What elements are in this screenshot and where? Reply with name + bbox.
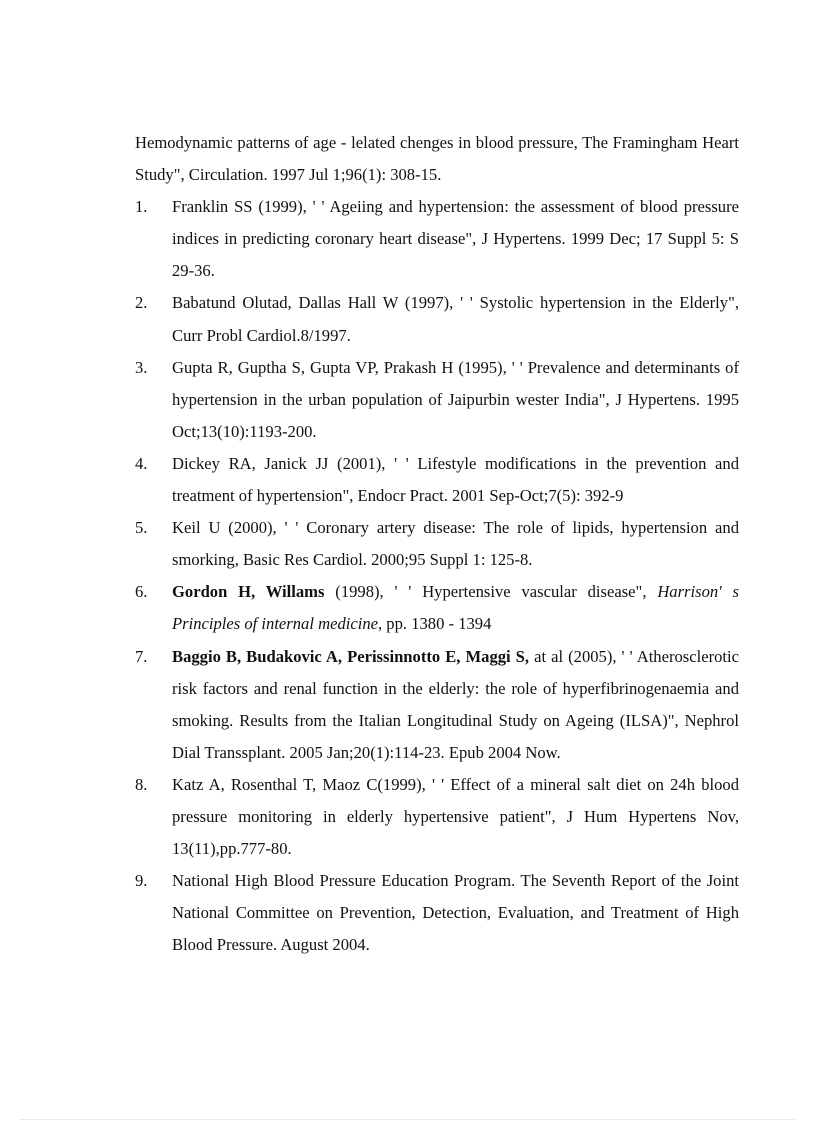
reference-item	[135, 191, 739, 287]
intro-continuation: Hemodynamic patterns of age - lelated chenges in blood pressure, The Framingham Heart Study", Circulation. 1997 Jul 1;96(1): 308-15.	[135, 133, 739, 185]
reference-item	[135, 448, 739, 512]
reference-number: 5.	[135, 518, 148, 538]
reference-number: 1.	[135, 197, 148, 217]
reference-text: Keil U (2000), ' ' Coronary artery disease: The role of lipids, hypertension and smorking, Basic Res Cardiol. 2000;95 Suppl 1: 125-8.	[172, 518, 739, 570]
reference-item	[135, 769, 739, 865]
reference-item	[135, 865, 739, 961]
reference-text: Katz A, Rosenthal T, Maoz C(1999), ' ' Effect of a mineral salt diet on 24h blood pressure monitoring in elderly hypertensive patient", J Hum Hypertens Nov, 13(11),pp.777-80.	[172, 774, 739, 859]
reference-text: at al (2005), ' ' Atherosclerotic risk factors and renal function in the elderly: the role of hyperfibrinogenaemia and smoking. Results from the Italian Longitudinal Study on Ageing (ILSA)", Nephrol Dial Transsplant. 2005 Jan;20(1):114-23. Epub 2004 Now.	[172, 646, 739, 762]
reference-item	[135, 641, 739, 769]
reference-number: 6.	[135, 582, 148, 602]
reference-text: Dickey RA, Janick JJ (2001), ' ' Lifestyle modifications in the prevention and treatment of hypertension", Endocr Pract. 2001 Sep-Oct;7(5): 392-9	[172, 453, 739, 506]
reference-number: 4.	[135, 453, 148, 473]
reference-authors: Gordon H, Willams	[172, 582, 325, 602]
reference-text: Babatund Olutad, Dallas Hall W (1997), ' ' Systolic hypertension in the Elderly", Curr Probl Cardiol.8/1997.	[172, 293, 739, 345]
reference-item	[135, 576, 739, 640]
reference-item	[135, 352, 739, 448]
reference-authors: Baggio B, Budakovic A, Perissinnotto E, Maggi S,	[172, 646, 530, 666]
reference-text: (1998), ' ' Hypertensive vascular disease",	[324, 582, 658, 602]
reference-number: 3.	[135, 357, 148, 377]
reference-number: 7.	[135, 646, 148, 666]
reference-item	[135, 512, 739, 576]
page-bottom-divider	[20, 1119, 796, 1120]
reference-list	[135, 127, 739, 961]
reference-number: 2.	[135, 293, 148, 313]
reference-item	[135, 287, 739, 351]
reference-text: Gupta R, Guptha S, Gupta VP, Prakash H (1995), ' ' Prevalence and determinants of hypertension in the urban population of Jaipurbin wester India", J Hypertens. 1995 Oct;13(10):1193-200.	[172, 357, 739, 441]
reference-number: 9.	[135, 871, 148, 891]
reference-book-title: Harrison' s Principles of internal medicine	[172, 582, 740, 634]
reference-number: 8.	[135, 774, 148, 794]
reference-text: Franklin SS (1999), ' ' Ageiing and hypertension: the assessment of blood pressure indices in predicting coronary heart disease", J Hypertens. 1999 Dec; 17 Suppl 5: S 29-36.	[172, 197, 739, 281]
reference-text: National High Blood Pressure Education Program. The Seventh Report of the Joint National Committee on Prevention, Detection, Evaluation, and Treatment of High Blood Pressure. August 2004.	[172, 871, 739, 955]
reference-pages: , pp. 1380 - 1394	[378, 614, 492, 634]
